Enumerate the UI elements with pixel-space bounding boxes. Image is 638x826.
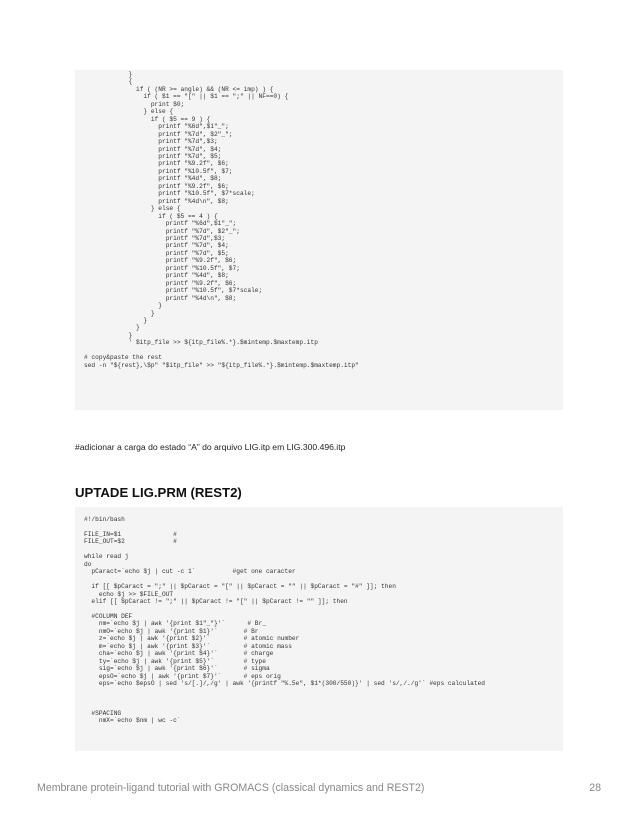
code-line: } <box>84 331 133 339</box>
comment-note: #adicionar a carga do estado “A” do arquivo LIG.itp em LIG.300.496.itp <box>75 442 346 452</box>
code-line: printf "%7d", $2"_"; <box>84 227 240 235</box>
code-line: nmO=`echo $j | awk '{print $1}'` # Br <box>84 627 259 635</box>
code-line: cha=`echo $j | awk '{print $4}'` # charge <box>84 650 274 658</box>
code-line: { <box>84 78 133 86</box>
code-line: elif [[ $pCaract != ";" || $pCaract != "[" || $pCaract != "" ]]; then <box>84 597 348 605</box>
code-line: printf "%4d\n", $8; <box>84 197 229 205</box>
code-line: ' $itp_file >> ${itp_file%.*}.$mintemp.$maxtemp.itp <box>84 339 318 347</box>
code-line: printf "%4d", $8; <box>84 272 229 280</box>
code-line: if ( (NR >= angle) && (NR <= imp) ) { <box>84 85 274 93</box>
code-line: } <box>84 71 133 78</box>
code-line: #COLUMN DEF <box>84 612 133 620</box>
awk-script-code-block <box>75 70 563 410</box>
code-line: printf "%6d",$1"_"; <box>84 123 229 131</box>
code-line: printf "%7d", $2"_"; <box>84 130 233 138</box>
code-line: eps=`echo $epsO | sed 's/[.]/,/g' | awk '{printf "%.5e", $1*(300/550)}' | sed 's/,/./g'` #eps calculated <box>84 679 486 687</box>
code-line: printf "%10.5f", $7*scale; <box>84 190 255 198</box>
code-line: z=`echo $j | awk '{print $2}'` # atomic number <box>84 635 300 643</box>
code-line: printf "%10.5f", $7; <box>84 167 233 175</box>
code-line: } <box>84 302 162 310</box>
code-line: printf "%9.2f", $6; <box>84 279 237 287</box>
code-line: #SPACING <box>84 709 122 717</box>
code-line: nm=`echo $j | awk '{print $1"_"}'` # Br_ <box>84 620 266 628</box>
footer-title: Membrane protein-ligand tutorial with GROMACS (classical dynamics and REST2) <box>37 782 425 794</box>
code-line: FILE_OUT=$2 # <box>84 538 177 546</box>
code-line: printf "%10.5f", $7; <box>84 264 240 272</box>
code-line: m=`echo $j | awk '{print $3}'` # atomic mass <box>84 642 292 650</box>
code-line: FILE_IN=$1 # <box>84 530 177 538</box>
code-line: if ( $5 == 4 ) { <box>84 212 218 220</box>
code-line: printf "%10.5f", $7*scale; <box>84 287 263 295</box>
code-line: printf "%7d",$3; <box>84 234 226 242</box>
code-line: ty=`echo $j | awk '{print $5}'` # type <box>84 657 266 665</box>
code-line: pCaract=`echo $j | cut -c 1` #get one caracter <box>84 568 296 576</box>
code-line: } else { <box>84 108 174 116</box>
code-line: printf "%4d\n", $8; <box>84 294 237 302</box>
code-line: nmX=`echo $nm | wc -c` <box>84 717 181 725</box>
page-number: 28 <box>589 782 601 794</box>
code-line: } <box>84 309 155 317</box>
code-line: if ( $1 == "[" || $1 == ";" || NF==0) { <box>84 93 289 101</box>
code-line: # copy&paste the rest <box>84 354 162 362</box>
code-line: printf "%7d", $4; <box>84 145 222 153</box>
code-line: print $0; <box>84 100 185 108</box>
code-line: epsO=`echo $j | awk '{print $7}'` # eps orig <box>84 672 281 680</box>
code-line: sed -n "${rest},\$p" "$itp_file" >> "${itp_file%.*}.$mintemp.$maxtemp.itp" <box>84 361 359 369</box>
code-line: do <box>84 560 92 568</box>
code-line: } <box>84 316 148 324</box>
code-line: if ( $5 == 9 ) { <box>84 115 211 123</box>
code-line: printf "%7d", $5; <box>84 249 229 257</box>
code-line: #!/bin/bash <box>84 516 125 523</box>
code-line: echo $j >> $FILE_OUT <box>84 590 174 598</box>
section-heading: UPTADE LIG.PRM (REST2) <box>75 485 242 500</box>
code-line: printf "%7d", $4; <box>84 242 229 250</box>
code-line: printf "%7d", $5; <box>84 152 222 160</box>
code-line: printf "%4d", $8; <box>84 175 222 183</box>
code-line: printf "%6d",$1"_"; <box>84 220 237 228</box>
code-line: if [[ $pCaract = ";" || $pCaract = "[" || $pCaract = "" || $pCaract = "#" ]]; then <box>84 583 396 591</box>
code-line: } <box>84 324 140 332</box>
code-line: printf "%9.2f", $6; <box>84 160 229 168</box>
code-line: sig=`echo $j | awk '{print $6}'` # sigma <box>84 665 270 673</box>
code-line: } else { <box>84 205 181 213</box>
code-line: printf "%7d",$3; <box>84 138 218 146</box>
code-line: printf "%9.2f", $6; <box>84 182 229 190</box>
code-line: while read j <box>84 553 129 561</box>
bash-script-code-block <box>75 507 563 751</box>
code-line: printf "%9.2f", $6; <box>84 257 237 265</box>
